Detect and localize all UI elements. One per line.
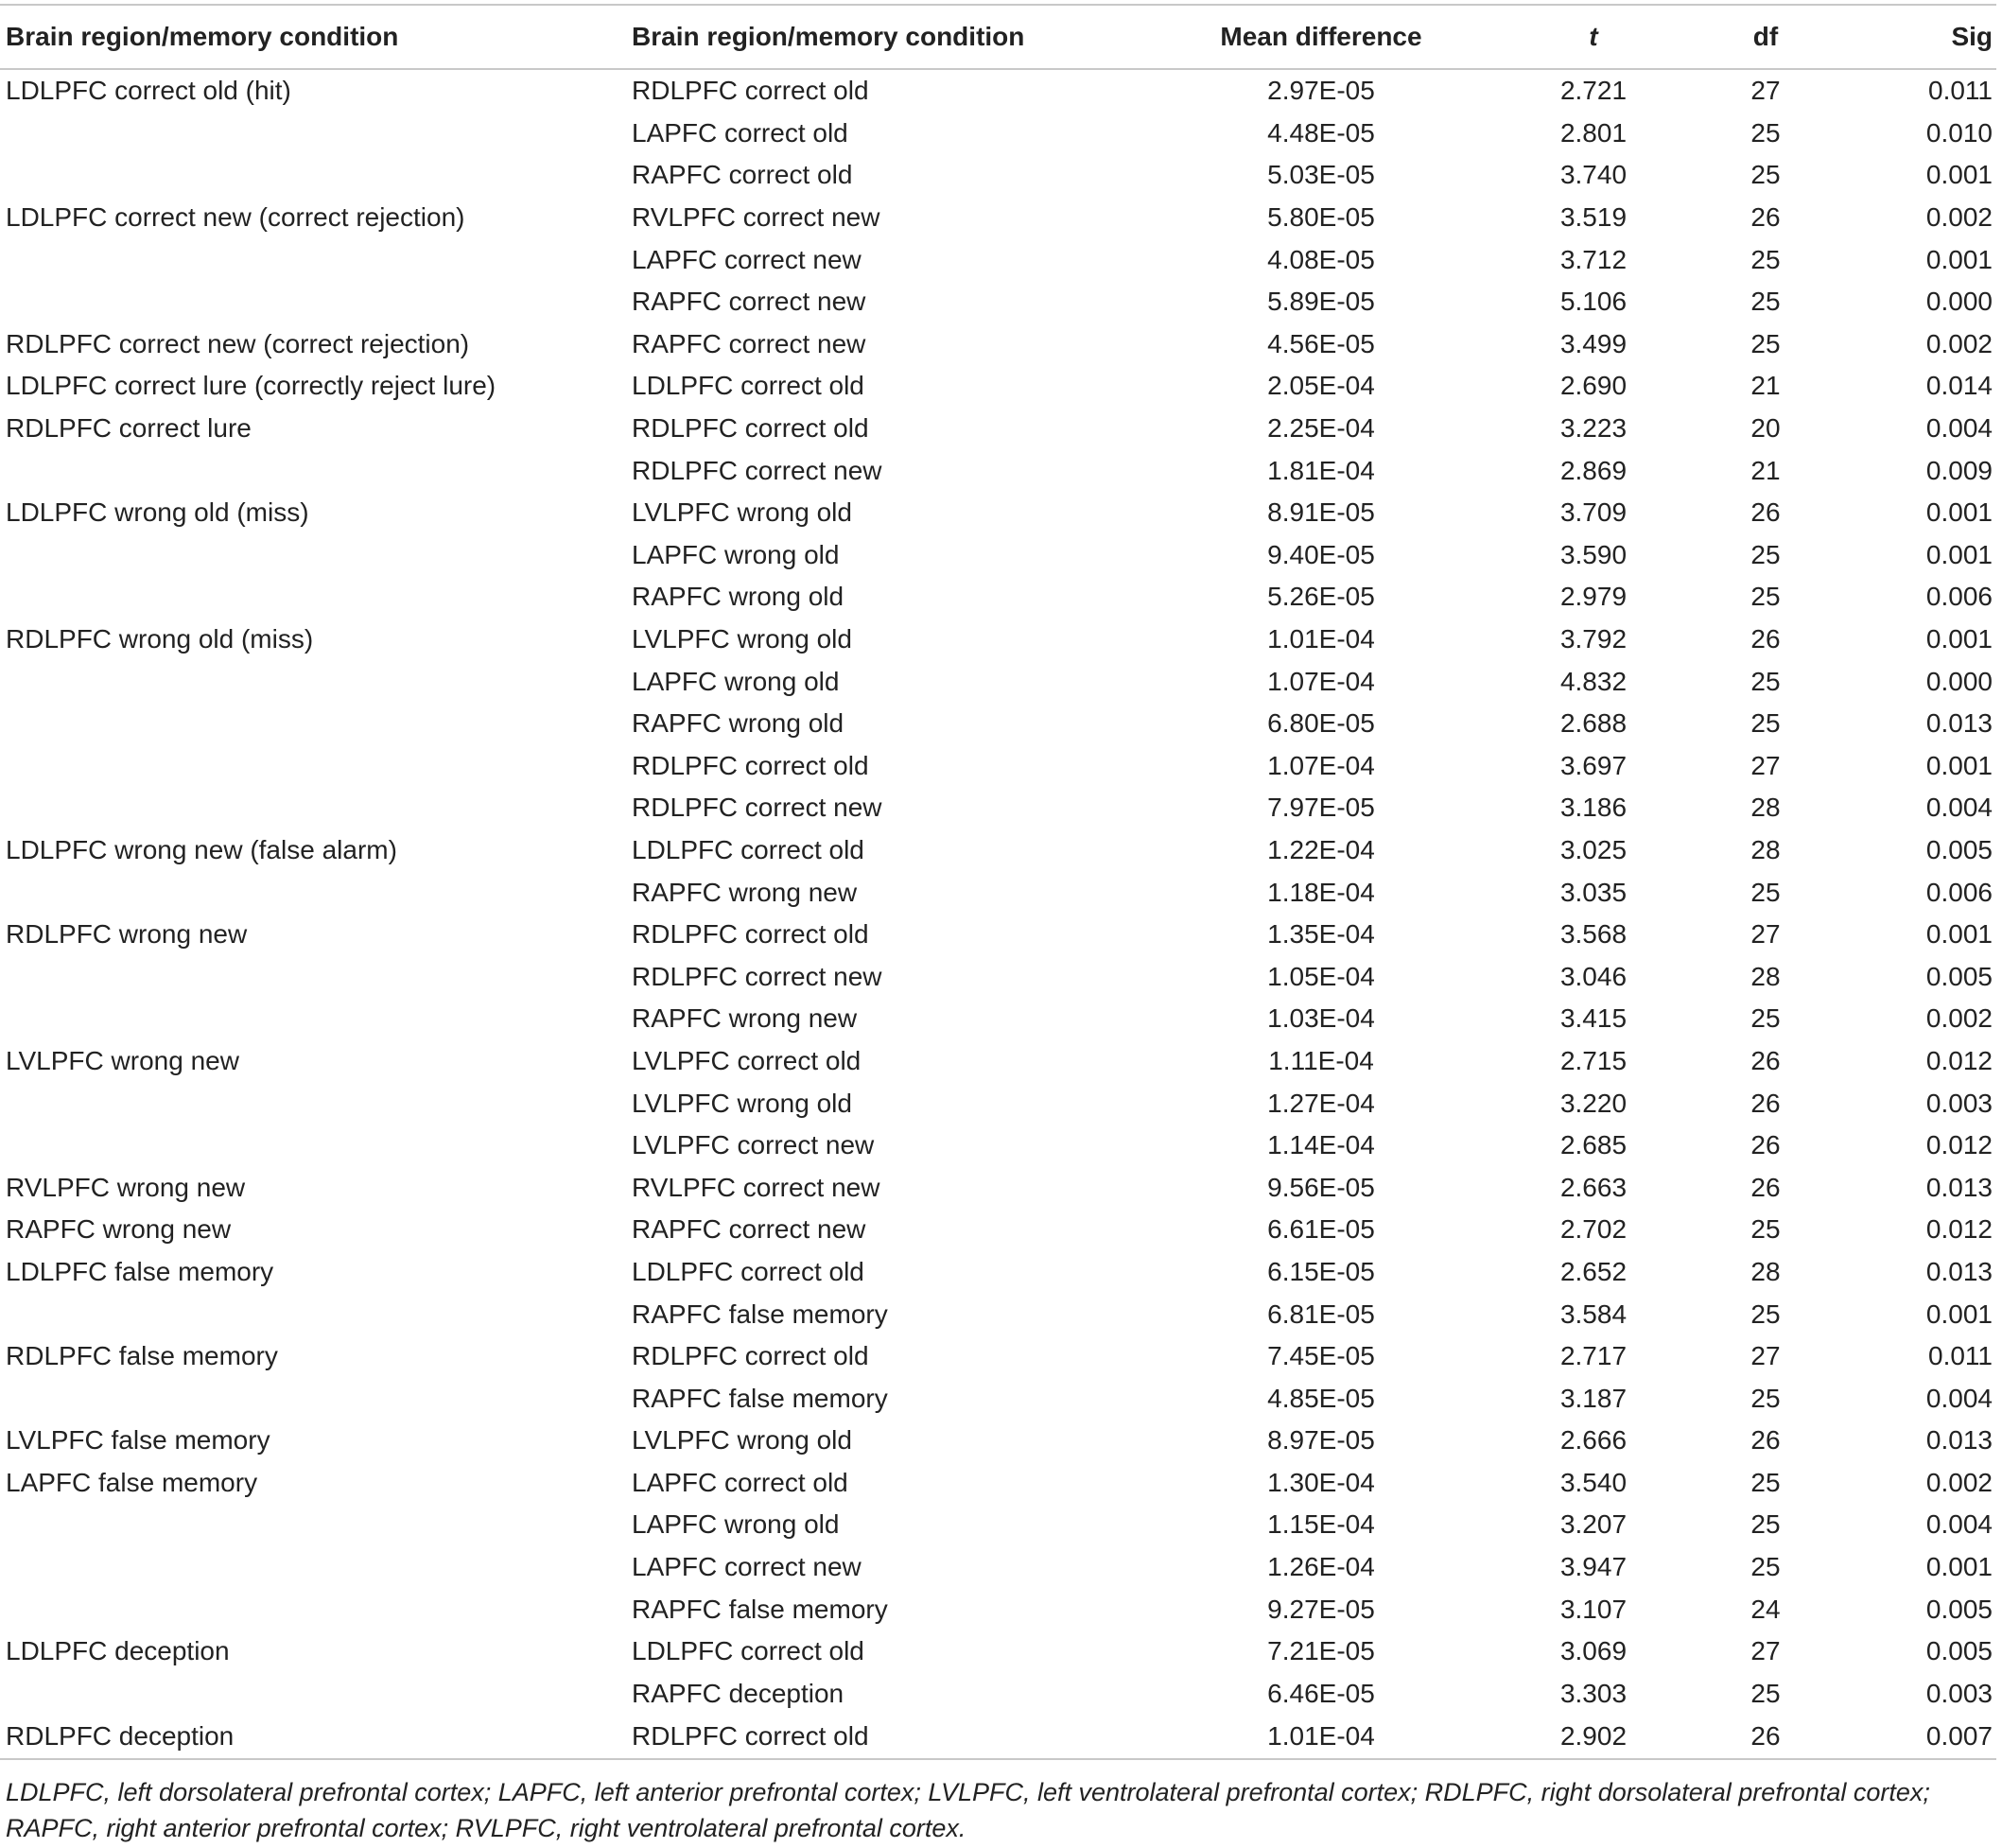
cell-df: 25: [1750, 328, 1781, 358]
table-row: [0, 534, 1996, 577]
cell-sig: 0.001: [1925, 750, 1993, 780]
table-row: [0, 619, 1996, 661]
cell-sig: 0.005: [1925, 961, 1993, 991]
cell-t: 2.666: [1559, 1425, 1628, 1456]
cell-mean-difference: 8.91E-05: [1267, 497, 1375, 528]
cell-region-a: [0, 113, 626, 155]
cell-region-b: LAPFC correct old: [632, 1467, 848, 1497]
table-row: [0, 408, 1996, 450]
cell-sig: 0.010: [1925, 117, 1993, 148]
cell-region-b: RAPFC wrong old: [632, 708, 844, 739]
cell-df: 25: [1750, 287, 1781, 317]
cell-region-a: [0, 1673, 626, 1716]
cell-region-a: [0, 534, 626, 577]
cell-df: 25: [1750, 1467, 1781, 1497]
cell-t: 3.303: [1559, 1678, 1628, 1708]
cell-region-a: [0, 238, 626, 281]
cell-mean-difference: 1.11E-04: [1268, 1045, 1374, 1075]
cell-mean-difference: 1.01E-04: [1137, 1715, 1506, 1759]
table-header: [0, 5, 1996, 69]
cell-df: 26: [1750, 1088, 1781, 1118]
cell-mean-difference: 9.40E-05: [1267, 539, 1375, 569]
cell-mean-difference: 1.27E-04: [1267, 1088, 1375, 1118]
header-region-a: Brain region/memory condition: [0, 5, 626, 69]
cell-mean-difference: 1.15E-04: [1267, 1509, 1375, 1540]
cell-region-b: RAPFC false memory: [632, 1299, 888, 1329]
cell-region-a: LDLPFC deception: [6, 1636, 230, 1666]
table-row: [0, 113, 1996, 155]
cell-t: 2.979: [1559, 582, 1628, 612]
table-row: [0, 914, 1996, 956]
cell-sig: 0.009: [1925, 455, 1993, 485]
cell-mean-difference: 9.56E-05: [1267, 1172, 1375, 1202]
cell-sig: 0.001: [1925, 919, 1993, 950]
cell-t: 2.721: [1559, 76, 1628, 106]
table-row: [0, 1462, 1996, 1505]
cell-df: 25: [1750, 160, 1781, 190]
table-row: [0, 829, 1996, 872]
cell-df: 25: [1750, 1383, 1781, 1413]
cell-mean-difference: 2.25E-04: [1267, 413, 1375, 444]
cell-t: 3.712: [1559, 244, 1628, 274]
cell-region-b: RAPFC wrong new: [632, 877, 858, 907]
cell-region-a: [0, 281, 626, 323]
cell-region-b: RAPFC correct old: [632, 160, 853, 190]
table-row: [0, 955, 1996, 998]
cell-t: 2.652: [1559, 1256, 1628, 1286]
table-row: [0, 1420, 1996, 1462]
table-row: [0, 871, 1996, 914]
cell-sig: 0.000: [1925, 287, 1993, 317]
table-row: [0, 1715, 1996, 1759]
cell-df: 25: [1750, 582, 1781, 612]
cell-region-b: RAPFC deception: [632, 1678, 844, 1708]
cell-sig: 0.005: [1925, 834, 1993, 864]
cell-df: 26: [1750, 1045, 1781, 1075]
cell-mean-difference: 1.26E-04: [1267, 1552, 1375, 1582]
cell-region-a: RDLPFC wrong old (miss): [6, 624, 314, 654]
cell-mean-difference: 5.03E-05: [1267, 160, 1375, 190]
cell-mean-difference: 4.85E-05: [1267, 1383, 1375, 1413]
table-row: [0, 1504, 1996, 1546]
table-row: [0, 1377, 1996, 1420]
cell-t: 3.584: [1559, 1299, 1628, 1329]
cell-t: 2.902: [1506, 1715, 1681, 1759]
cell-mean-difference: 2.05E-04: [1267, 371, 1375, 401]
cell-sig: 0.001: [1925, 1552, 1993, 1582]
table-row: [0, 1209, 1996, 1251]
cell-sig: 0.006: [1925, 877, 1993, 907]
cell-df: 25: [1750, 708, 1781, 739]
cell-df: 26: [1681, 1715, 1850, 1759]
cell-region-b: LVLPFC wrong old: [632, 1088, 852, 1118]
cell-t: 3.069: [1559, 1636, 1628, 1666]
cell-region-a: [0, 1377, 626, 1420]
table-row: [0, 1673, 1996, 1716]
cell-region-b: RDLPFC correct old: [626, 1715, 1137, 1759]
cell-region-b: LAPFC correct new: [632, 1552, 862, 1582]
cell-region-a: [0, 703, 626, 745]
cell-sig: 0.012: [1925, 1045, 1993, 1075]
cell-sig: 0.002: [1925, 202, 1993, 233]
cell-region-a: [0, 576, 626, 619]
cell-region-b: RDLPFC correct old: [632, 1341, 869, 1371]
cell-region-b: RDLPFC correct new: [632, 455, 882, 485]
cell-t: 3.025: [1559, 834, 1628, 864]
cell-t: 3.035: [1559, 877, 1628, 907]
table-row: [0, 1588, 1996, 1630]
cell-sig: 0.003: [1925, 1088, 1993, 1118]
cell-df: 25: [1750, 1509, 1781, 1540]
cell-t: 2.715: [1559, 1045, 1628, 1075]
cell-mean-difference: 1.01E-04: [1267, 624, 1375, 654]
cell-region-a: RVLPFC wrong new: [6, 1172, 246, 1202]
cell-t: 3.207: [1559, 1509, 1628, 1540]
cell-t: 3.697: [1559, 750, 1628, 780]
cell-mean-difference: 4.56E-05: [1267, 328, 1375, 358]
cell-mean-difference: 6.15E-05: [1267, 1256, 1375, 1286]
table-row: [0, 238, 1996, 281]
cell-region-a: RDLPFC correct lure: [6, 413, 252, 444]
cell-t: 2.717: [1559, 1341, 1628, 1371]
cell-sig: 0.011: [1928, 1341, 1993, 1371]
cell-region-a: [0, 1082, 626, 1124]
cell-df: 27: [1750, 750, 1781, 780]
cell-mean-difference: 1.05E-04: [1267, 961, 1375, 991]
cell-df: 26: [1750, 1130, 1781, 1160]
cell-region-b: LDLPFC correct old: [632, 834, 864, 864]
cell-df: 27: [1750, 1341, 1781, 1371]
cell-sig: 0.005: [1925, 1594, 1993, 1624]
header-row: [0, 5, 1996, 69]
cell-mean-difference: 1.81E-04: [1267, 455, 1375, 485]
cell-sig: 0.001: [1925, 160, 1993, 190]
header-df: df: [1681, 5, 1850, 69]
cell-df: 25: [1750, 877, 1781, 907]
cell-t: 3.568: [1559, 919, 1628, 950]
cell-df: 25: [1750, 1678, 1781, 1708]
cell-region-b: LDLPFC correct old: [632, 371, 864, 401]
cell-sig: 0.002: [1925, 1467, 1993, 1497]
cell-region-a: LDLPFC wrong old (miss): [6, 497, 309, 528]
cell-mean-difference: 1.07E-04: [1267, 750, 1375, 780]
cell-df: 26: [1750, 1425, 1781, 1456]
table-body: [0, 69, 1996, 1759]
cell-df: 20: [1750, 413, 1781, 444]
cell-t: 3.740: [1559, 160, 1628, 190]
cell-df: 25: [1750, 539, 1781, 569]
table-row: [0, 365, 1996, 408]
table-footnote: [6, 1774, 1992, 1846]
cell-region-b: LVLPFC wrong old: [632, 497, 852, 528]
cell-df: 27: [1750, 76, 1781, 106]
table-row: [0, 998, 1996, 1040]
cell-region-b: RDLPFC correct new: [632, 961, 882, 991]
cell-sig: 0.001: [1925, 244, 1993, 274]
cell-df: 25: [1750, 244, 1781, 274]
cell-t: 3.590: [1559, 539, 1628, 569]
cell-t: 2.702: [1559, 1214, 1628, 1245]
cell-region-a: [0, 787, 626, 829]
table-row: [0, 323, 1996, 366]
cell-region-a: [0, 449, 626, 492]
cell-region-a: LAPFC false memory: [6, 1467, 258, 1497]
table-row: [0, 1040, 1996, 1083]
cell-t: 3.107: [1559, 1594, 1628, 1624]
cell-region-a: [0, 871, 626, 914]
cell-t: 2.869: [1559, 455, 1628, 485]
header-mean-difference: Mean difference: [1137, 5, 1506, 69]
cell-region-b: LVLPFC wrong old: [632, 624, 852, 654]
cell-sig: 0.004: [1925, 793, 1993, 823]
cell-sig: 0.001: [1925, 1299, 1993, 1329]
cell-t: 3.220: [1559, 1088, 1628, 1118]
cell-df: 21: [1750, 455, 1781, 485]
cell-sig: 0.012: [1925, 1130, 1993, 1160]
cell-region-b: RAPFC correct new: [632, 328, 866, 358]
cell-region-a: [0, 1124, 626, 1167]
cell-sig: 0.000: [1925, 666, 1993, 696]
cell-region-b: LDLPFC correct old: [632, 1636, 864, 1666]
cell-mean-difference: 9.27E-05: [1267, 1594, 1375, 1624]
cell-df: 25: [1750, 1552, 1781, 1582]
cell-t: 4.832: [1559, 666, 1628, 696]
cell-region-b: RVLPFC correct new: [632, 1172, 880, 1202]
table-row: [0, 449, 1996, 492]
cell-df: 25: [1750, 666, 1781, 696]
cell-df: 26: [1750, 1172, 1781, 1202]
cell-sig: 0.006: [1925, 582, 1993, 612]
cell-region-b: RDLPFC correct old: [632, 750, 869, 780]
cell-t: 5.106: [1559, 287, 1628, 317]
table-row: [0, 1335, 1996, 1378]
cell-t: 3.046: [1559, 961, 1628, 991]
cell-mean-difference: 5.89E-05: [1267, 287, 1375, 317]
cell-t: 3.499: [1559, 328, 1628, 358]
cell-sig: 0.013: [1925, 1172, 1993, 1202]
table-row: [0, 69, 1996, 113]
cell-t: 3.792: [1559, 624, 1628, 654]
cell-mean-difference: 1.30E-04: [1267, 1467, 1375, 1497]
cell-sig: 0.001: [1925, 624, 1993, 654]
cell-mean-difference: 1.07E-04: [1267, 666, 1375, 696]
cell-region-b: RVLPFC correct new: [632, 202, 880, 233]
table-row: [0, 1251, 1996, 1294]
cell-sig: 0.014: [1925, 371, 1993, 401]
cell-region-b: RDLPFC correct old: [632, 919, 869, 950]
cell-region-b: RAPFC correct new: [632, 287, 866, 317]
cell-mean-difference: 6.61E-05: [1267, 1214, 1375, 1245]
cell-region-b: RDLPFC correct old: [632, 76, 869, 106]
cell-t: 2.688: [1559, 708, 1628, 739]
cell-sig: 0.004: [1925, 1509, 1993, 1540]
cell-mean-difference: 1.22E-04: [1267, 834, 1375, 864]
cell-region-b: RAPFC false memory: [632, 1594, 888, 1624]
cell-region-a: RDLPFC correct new (correct rejection): [6, 328, 470, 358]
table-row: [0, 660, 1996, 703]
cell-sig: 0.011: [1928, 76, 1993, 106]
footnote-line-1: LDLPFC, left dorsolateral prefrontal cortex; LAPFC, left anterior prefrontal cortex; LVLPFC, left ventrolateral prefrontal cortex; RDLPFC, right dorsolateral prefrontal cortex;: [6, 1778, 1930, 1806]
cell-region-b: RDLPFC correct old: [632, 413, 869, 444]
table-row: [0, 1082, 1996, 1124]
cell-region-a: LVLPFC false memory: [6, 1425, 270, 1456]
cell-region-a: [0, 745, 626, 788]
cell-mean-difference: 1.18E-04: [1267, 877, 1375, 907]
cell-region-a: RDLPFC wrong new: [6, 919, 248, 950]
table-row: [0, 154, 1996, 197]
header-region-b: Brain region/memory condition: [626, 5, 1137, 69]
cell-region-b: LVLPFC correct new: [632, 1130, 875, 1160]
cell-sig: 0.013: [1925, 1425, 1993, 1456]
cell-region-b: RAPFC correct new: [632, 1214, 866, 1245]
cell-df: 26: [1750, 497, 1781, 528]
cell-df: 24: [1750, 1594, 1781, 1624]
cell-df: 25: [1750, 1299, 1781, 1329]
cell-t: 3.709: [1559, 497, 1628, 528]
cell-region-b: LAPFC wrong old: [632, 666, 840, 696]
table-row: [0, 703, 1996, 745]
table-row: [0, 1166, 1996, 1209]
cell-df: 26: [1750, 202, 1781, 233]
cell-mean-difference: 4.08E-05: [1267, 244, 1375, 274]
cell-df: 28: [1750, 961, 1781, 991]
cell-df: 21: [1750, 371, 1781, 401]
cell-sig: 0.012: [1925, 1214, 1993, 1245]
cell-region-b: LAPFC wrong old: [632, 539, 840, 569]
cell-region-a: LDLPFC correct lure (correctly reject lure): [6, 371, 496, 401]
cell-region-a: [0, 154, 626, 197]
cell-df: 28: [1750, 1256, 1781, 1286]
cell-t: 3.187: [1559, 1383, 1628, 1413]
cell-region-a: LDLPFC correct old (hit): [6, 76, 291, 106]
cell-region-a: RDLPFC deception: [0, 1715, 626, 1759]
cell-region-b: LAPFC correct new: [632, 244, 862, 274]
table-row: [0, 1546, 1996, 1589]
table-row: [0, 745, 1996, 788]
cell-region-a: [0, 1546, 626, 1589]
cell-df: 28: [1750, 834, 1781, 864]
cell-region-a: [0, 955, 626, 998]
cell-mean-difference: 6.46E-05: [1267, 1678, 1375, 1708]
cell-sig: 0.007: [1850, 1715, 1996, 1759]
cell-sig: 0.002: [1925, 328, 1993, 358]
cell-mean-difference: 5.80E-05: [1267, 202, 1375, 233]
cell-mean-difference: 7.21E-05: [1267, 1636, 1375, 1666]
cell-t: 3.223: [1559, 413, 1628, 444]
cell-region-a: LDLPFC false memory: [6, 1256, 274, 1286]
header-t: t: [1506, 5, 1681, 69]
cell-mean-difference: 1.14E-04: [1267, 1130, 1375, 1160]
table-row: [0, 281, 1996, 323]
cell-mean-difference: 4.48E-05: [1267, 117, 1375, 148]
cell-t: 3.186: [1559, 793, 1628, 823]
table-row: [0, 1630, 1996, 1673]
cell-mean-difference: 7.45E-05: [1267, 1341, 1375, 1371]
cell-t: 3.540: [1559, 1467, 1628, 1497]
cell-region-a: [0, 1588, 626, 1630]
cell-mean-difference: 8.97E-05: [1267, 1425, 1375, 1456]
cell-region-b: RAPFC wrong new: [632, 1003, 858, 1034]
cell-sig: 0.005: [1925, 1636, 1993, 1666]
cell-t: 3.415: [1559, 1003, 1628, 1034]
cell-mean-difference: 6.80E-05: [1267, 708, 1375, 739]
cell-region-b: LAPFC wrong old: [632, 1509, 840, 1540]
cell-region-b: RDLPFC correct new: [632, 793, 882, 823]
cell-region-a: LDLPFC correct new (correct rejection): [6, 202, 465, 233]
cell-t: 3.519: [1559, 202, 1628, 233]
cell-region-a: [0, 660, 626, 703]
cell-sig: 0.004: [1925, 1383, 1993, 1413]
cell-region-a: [0, 998, 626, 1040]
cell-region-b: LDLPFC correct old: [632, 1256, 864, 1286]
cell-sig: 0.001: [1925, 497, 1993, 528]
cell-t: 2.690: [1559, 371, 1628, 401]
cell-region-a: LVLPFC wrong new: [6, 1045, 239, 1075]
cell-region-a: RDLPFC false memory: [6, 1341, 278, 1371]
cell-t: 2.801: [1559, 117, 1628, 148]
table-row: [0, 492, 1996, 534]
cell-sig: 0.001: [1925, 539, 1993, 569]
cell-df: 25: [1750, 117, 1781, 148]
cell-region-b: LVLPFC correct old: [632, 1045, 862, 1075]
cell-region-a: LDLPFC wrong new (false alarm): [6, 834, 397, 864]
cell-sig: 0.003: [1925, 1678, 1993, 1708]
cell-t: 2.685: [1559, 1130, 1628, 1160]
cell-sig: 0.004: [1925, 413, 1993, 444]
table-row: [0, 1293, 1996, 1335]
footnote-line-2: RAPFC, right anterior prefrontal cortex; RVLPFC, right ventrolateral prefrontal cortex.: [6, 1814, 966, 1842]
statistics-table: [0, 4, 1996, 1760]
cell-sig: 0.013: [1925, 1256, 1993, 1286]
cell-mean-difference: 1.35E-04: [1267, 919, 1375, 950]
cell-mean-difference: 2.97E-05: [1267, 76, 1375, 106]
cell-df: 27: [1750, 919, 1781, 950]
cell-t: 3.947: [1559, 1552, 1628, 1582]
cell-df: 25: [1750, 1214, 1781, 1245]
cell-df: 25: [1750, 1003, 1781, 1034]
cell-region-a: [0, 1293, 626, 1335]
cell-mean-difference: 7.97E-05: [1267, 793, 1375, 823]
cell-region-b: LVLPFC wrong old: [632, 1425, 852, 1456]
cell-region-a: [0, 1504, 626, 1546]
cell-sig: 0.013: [1925, 708, 1993, 739]
table-row: [0, 1124, 1996, 1167]
table-row: [0, 576, 1996, 619]
table-row: [0, 197, 1996, 239]
header-sig: Sig: [1850, 5, 1996, 69]
cell-df: 28: [1750, 793, 1781, 823]
table-row: [0, 787, 1996, 829]
cell-mean-difference: 5.26E-05: [1267, 582, 1375, 612]
cell-region-b: RAPFC wrong old: [632, 582, 844, 612]
cell-region-b: RAPFC false memory: [632, 1383, 888, 1413]
cell-region-b: LAPFC correct old: [632, 117, 848, 148]
cell-sig: 0.002: [1925, 1003, 1993, 1034]
cell-mean-difference: 1.03E-04: [1267, 1003, 1375, 1034]
cell-df: 26: [1750, 624, 1781, 654]
cell-region-a: RAPFC wrong new: [6, 1214, 232, 1245]
cell-t: 2.663: [1559, 1172, 1628, 1202]
cell-mean-difference: 6.81E-05: [1267, 1299, 1375, 1329]
cell-df: 27: [1750, 1636, 1781, 1666]
